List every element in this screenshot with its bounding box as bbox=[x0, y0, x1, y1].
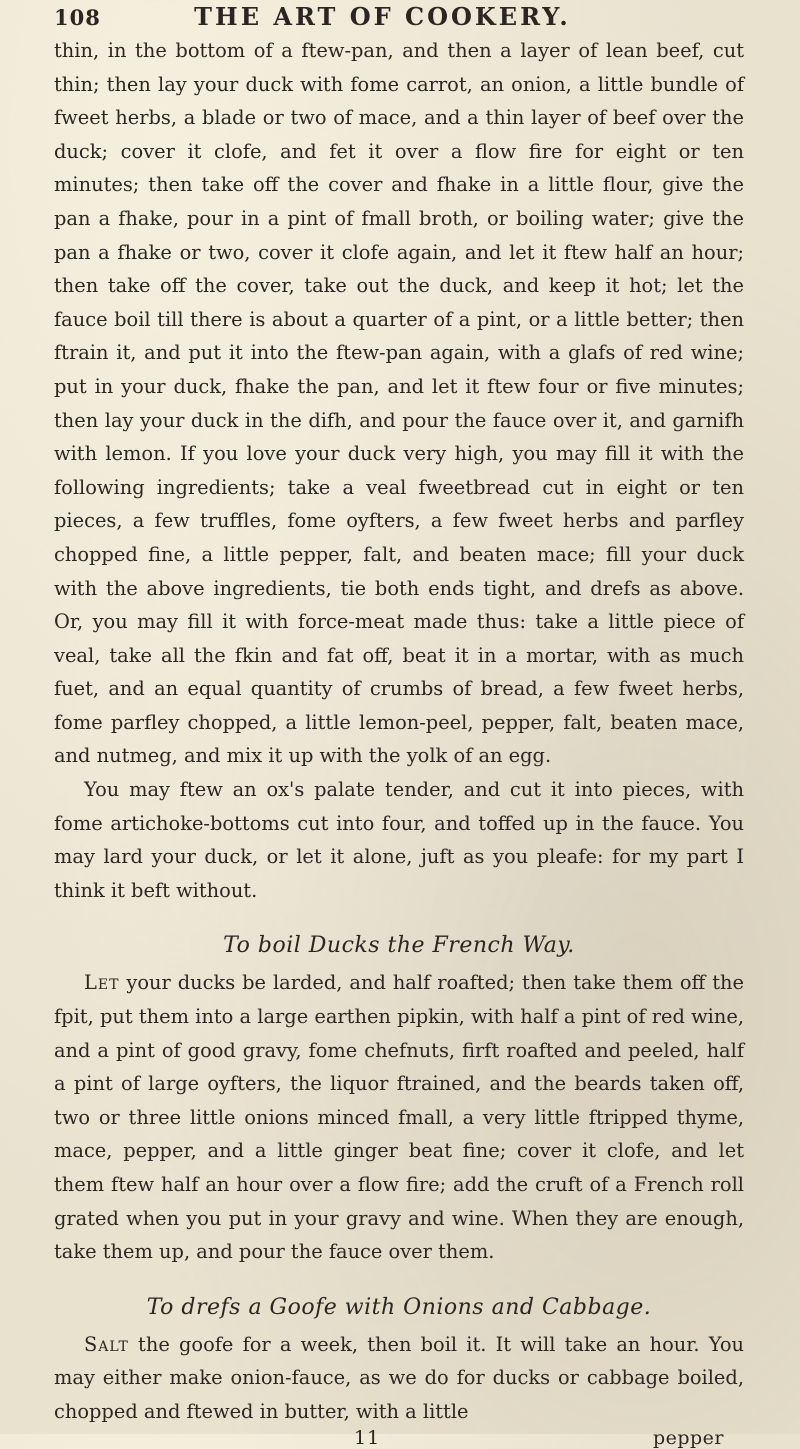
recipe-text: the goofe for a week, then boil it. It will take an hour. You may either make onion-fauce, as we do for ducks or cabbage boiled, chopped and ftewed in butter, with a little bbox=[54, 1332, 744, 1423]
recipe-body bbox=[54, 1328, 744, 1429]
recipe-heading: To boil Ducks the French Way. bbox=[223, 933, 575, 959]
recipe-body bbox=[54, 966, 744, 1268]
page-number: 108 bbox=[54, 5, 101, 30]
recipe-text: your ducks be larded, and half roafted; then take them off the fpit, put them into a large earthen pipkin, with half a pint of red wine, and a pint of good gravy, fome chefnuts, firft roafted and peeled, half a pint of large oyfters, the liquor ftrained, and the beards taken off, two or three little onions minced fmall, a very little ftripped thyme, mace, pepper, and a little ginger beat fine; cover it clofe, and let them ftew half an hour over a flow fire; add the cruft of a French roll grated when you put in your gravy and wine. When they are enough, take them up, and pour the fauce over them. bbox=[54, 971, 744, 1264]
signature-mark: 11 bbox=[354, 1426, 381, 1449]
paragraph: You may ftew an ox's palate tender, and cut it into pieces, with fome artichoke-bottoms cut into four, and toffed up in the fauce. You may lard your duck, or let it alone, juft as you pleafe: for my part I think it beft without. bbox=[54, 778, 744, 902]
recipe-continuation bbox=[54, 34, 744, 907]
recipe-heading: To drefs a Goofe with Onions and Cabbage. bbox=[146, 1294, 652, 1320]
lead-word: Let bbox=[84, 971, 120, 995]
page-header bbox=[54, 0, 744, 34]
lead-word: Salt bbox=[84, 1332, 129, 1356]
catchword: pepper bbox=[652, 1426, 724, 1449]
paragraph: thin, in the bottom of a ftew-pan, and then a layer of lean beef, cut thin; then lay your duck with fome carrot, an onion, a little bundle of fweet herbs, a blade or two of mace, and a thin layer of beef over the duck; cover it clofe, and fet it over a flow fire for eight or ten minutes; then take off the cover and fhake in a little flour, give the pan a fhake, pour in a pint of fmall broth, or boiling water; give the pan a fhake or two, cover it clofe again, and let it ftew half an hour; then take off the cover, take out the duck, and keep it hot; let the fauce boil till there is about a quarter of a pint, or a little better; then ftrain it, and put it into the ftew-pan again, with a glafs of red wine; put in your duck, fhake the pan, and let it ftew four or five minutes; then lay your duck in the difh, and pour the fauce over it, and garnifh with lemon. If you love your duck very high, you may fill it with the following ingredients; take a veal fweetbread cut in eight or ten pieces, a few truffles, fome oyfters, a few fweet herbs and parfley chopped fine, a little pepper, falt, and beaten mace; fill your duck with the above ingredients, tie both ends tight, and drefs as above. Or, you may fill it with force-meat made thus: take a little piece of veal, take all the fkin and fat off, beat it in a mortar, with as much fuet, and an equal quantity of crumbs of bread, a few fweet herbs, fome parfley chopped, a little lemon-peel, pepper, falt, beaten mace, and nutmeg, and mix it up with the yolk of an egg. bbox=[54, 39, 744, 768]
page-footer bbox=[54, 1427, 744, 1449]
running-head: THE ART OF COOKERY. bbox=[194, 2, 571, 31]
